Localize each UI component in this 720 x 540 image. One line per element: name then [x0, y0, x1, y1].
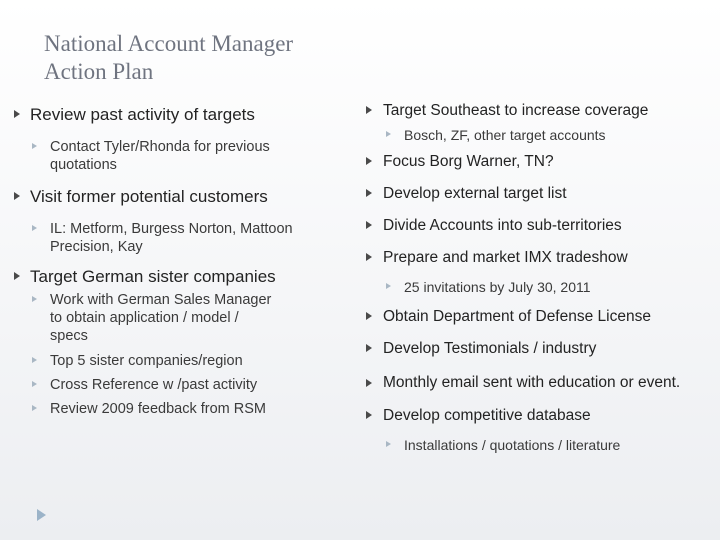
- bullet-item: [358, 100, 714, 121]
- bullet-text: IL: Metform, Burgess Norton, Mattoon Precision, Kay: [50, 221, 293, 255]
- bullet-item: [358, 183, 714, 204]
- triangle-bullet-icon: [32, 357, 37, 363]
- bullet-text: Divide Accounts into sub-territories: [383, 217, 622, 234]
- bullet-item: [358, 405, 714, 426]
- bullet-item: [358, 338, 714, 359]
- bullet-item: [8, 104, 348, 125]
- triangle-bullet-icon: [386, 441, 391, 447]
- triangle-bullet-icon: [366, 344, 372, 352]
- bullet-text: Review 2009 feedback from RSM: [50, 401, 266, 417]
- bullet-text: Installations / quotations / literature: [404, 437, 621, 453]
- triangle-bullet-icon: [32, 381, 37, 387]
- bullet-text: Develop external target list: [383, 185, 567, 202]
- bullet-text: Prepare and market IMX tradeshow: [383, 249, 628, 266]
- sub-bullet-item: [8, 220, 348, 256]
- triangle-bullet-icon: [366, 189, 372, 197]
- bullet-item: [8, 186, 348, 207]
- left-bullet-list: [8, 104, 348, 418]
- slide-title-line: National Account Manager: [44, 31, 294, 56]
- bullet-text: Develop competitive database: [383, 407, 591, 424]
- triangle-bullet-icon: [366, 312, 372, 320]
- sub-bullet-item: [8, 400, 348, 418]
- triangle-bullet-icon: [32, 296, 37, 302]
- bullet-item: [358, 151, 714, 172]
- sub-bullet-item: [8, 291, 348, 345]
- triangle-bullet-icon: [32, 143, 37, 149]
- sub-bullet-item: [358, 126, 714, 144]
- bullet-text: Contact Tyler/Rhonda for previous quotations: [50, 139, 270, 173]
- sub-bullet-item: [358, 436, 714, 454]
- triangle-bullet-icon: [14, 192, 20, 200]
- play-arrow-icon[interactable]: [37, 509, 46, 521]
- bullet-text: Obtain Department of Defense License: [383, 308, 651, 325]
- bullet-text: Top 5 sister companies/region: [50, 353, 243, 369]
- sub-bullet-item: [8, 376, 348, 394]
- bullet-item: [8, 266, 348, 287]
- slide-title: [44, 30, 464, 86]
- triangle-bullet-icon: [32, 225, 37, 231]
- bullet-text: Review past activity of targets: [30, 105, 255, 124]
- triangle-bullet-icon: [366, 253, 372, 261]
- triangle-bullet-icon: [14, 272, 20, 280]
- triangle-bullet-icon: [366, 411, 372, 419]
- bullet-text: Work with German Sales Manager to obtain application / model / specs: [50, 292, 272, 344]
- triangle-bullet-icon: [366, 106, 372, 114]
- bullet-text: Bosch, ZF, other target accounts: [404, 127, 606, 143]
- sub-bullet-item: [8, 352, 348, 370]
- sub-bullet-item: [8, 138, 348, 174]
- triangle-bullet-icon: [366, 221, 372, 229]
- triangle-bullet-icon: [14, 110, 20, 118]
- bullet-text: Cross Reference w /past activity: [50, 377, 258, 393]
- bullet-item: [358, 247, 714, 268]
- bullet-text: Focus Borg Warner, TN?: [383, 153, 554, 170]
- bullet-item: [358, 370, 714, 396]
- bullet-text: Visit former potential customers: [30, 187, 268, 206]
- bullet-text: 25 invitations by July 30, 2011: [404, 279, 591, 295]
- triangle-bullet-icon: [366, 379, 372, 387]
- bullet-text: Target German sister companies: [30, 267, 276, 286]
- triangle-bullet-icon: [32, 405, 37, 411]
- triangle-bullet-icon: [386, 283, 391, 289]
- bullet-item: [358, 215, 714, 236]
- triangle-bullet-icon: [386, 131, 391, 137]
- right-bullet-list: [358, 100, 714, 454]
- bullet-text: Develop Testimonials / industry: [383, 340, 597, 357]
- bullet-item: [358, 306, 714, 327]
- bullet-text: Monthly email sent with education or event.: [383, 374, 681, 391]
- bullet-text: Target Southeast to increase coverage: [383, 102, 649, 119]
- triangle-bullet-icon: [366, 157, 372, 165]
- slide-title-line: Action Plan: [44, 59, 154, 84]
- sub-bullet-item: [358, 278, 714, 296]
